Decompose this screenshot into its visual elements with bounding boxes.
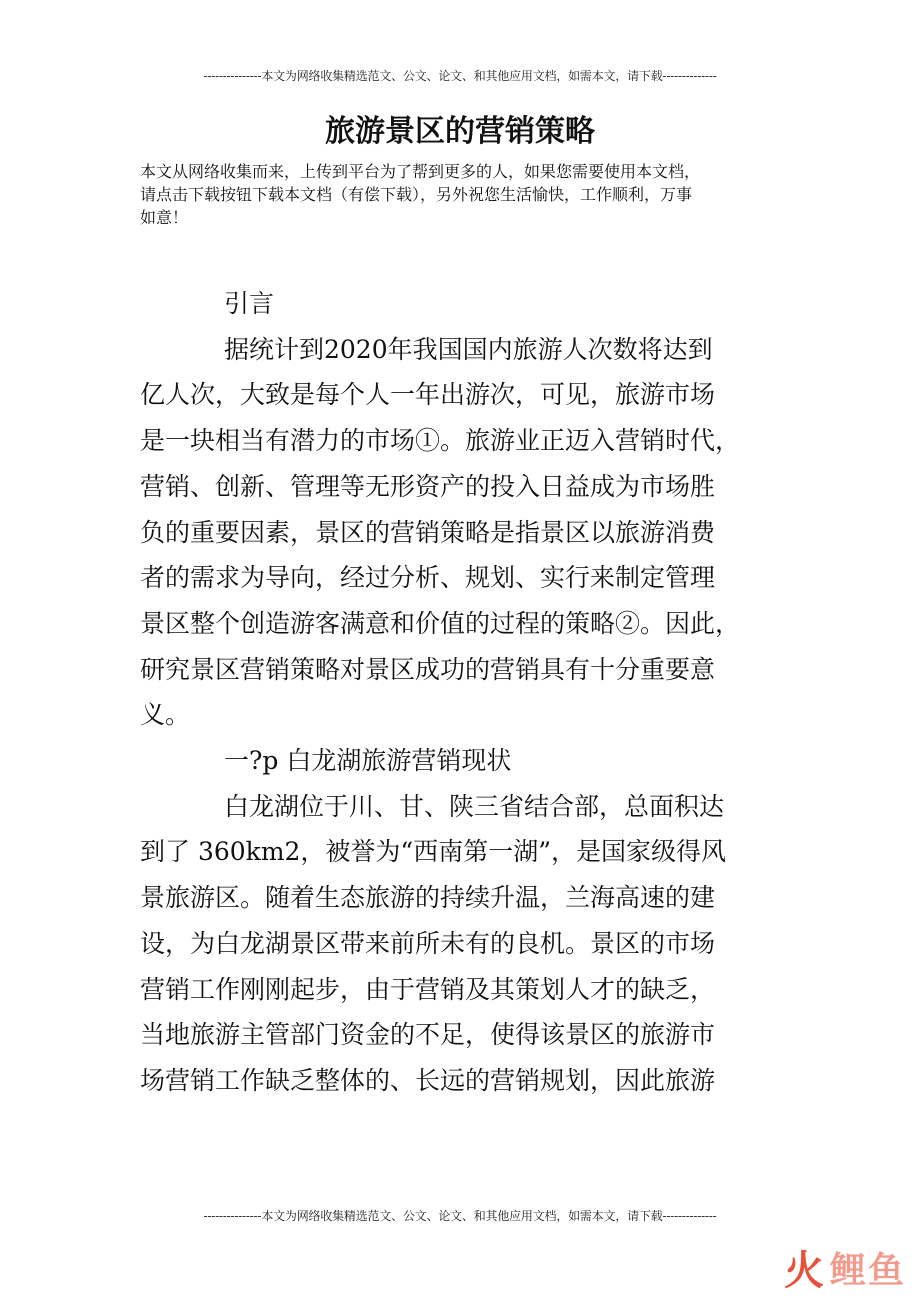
intro-note-line: 请点击下载按钮下载本文档（有偿下载），另外祝您生活愉快，工作顺利，万事 <box>140 185 693 204</box>
paragraph-line: 者的需求为导向，经过分析、规划、实行来制定管理 <box>140 563 716 593</box>
paragraph-line: 营销工作刚刚起步，由于营销及其策划人才的缺乏， <box>140 974 716 1004</box>
paragraph-line: 义。 <box>140 700 191 730</box>
paragraph-line: 设，为白龙湖景区带来前所未有的良机。景区的市场 <box>140 928 716 958</box>
paragraph-line: 营销、创新、管理等无形资产的投入日益成为市场胜 <box>140 471 716 501</box>
paragraph-line: 白龙湖位于川、甘、陕三省结合部，总面积达 <box>224 791 725 821</box>
intro-note-line: 如意！ <box>140 208 189 227</box>
paragraph-line: 当地旅游主管部门资金的不足，使得该景区的旅游市 <box>140 1020 716 1050</box>
header-note: ---------------本文为网络收集精选范文、公文、论文、和其他应用文档，如需本文，请下载-------------- <box>203 69 717 83</box>
document-title: 旅游景区的营销策略 <box>325 114 595 149</box>
intro-note-line: 本文从网络收集而来，上传到平台为了帮到更多的人，如果您需要使用本文档， <box>140 162 701 181</box>
intro-note <box>140 160 790 229</box>
paragraph-line: 研究景区营销策略对景区成功的营销具有十分重要意 <box>140 654 716 684</box>
paragraph-line: 亿人次，大致是每个人一年出游次，可见，旅游市场 <box>140 380 716 410</box>
footer-note: ---------------本文为网络收集精选范文、公文、论文、和其他应用文档，如需本文，请下载-------------- <box>203 1209 717 1223</box>
paragraph-line: 负的重要因素，景区的营销策略是指景区以旅游消费 <box>140 517 716 547</box>
paragraph-line: 是一块相当有潜力的市场①。旅游业正迈入营销时代， <box>140 426 741 456</box>
paragraph-line: 场营销工作缺乏整体的、长远的营销规划，因此旅游 <box>140 1065 716 1095</box>
section-heading-1: 一?p 白龙湖旅游营销现状 <box>224 746 512 776</box>
watermark-logo <box>784 1239 906 1296</box>
paragraph-line: 据统计到2020年我国国内旅游人次数将达到 <box>224 334 713 364</box>
paragraph-line: 景旅游区。随着生态旅游的持续升温，兰海高速的建 <box>140 883 716 913</box>
paragraph-line: 景区整个创造游客满意和价值的过程的策略②。因此， <box>140 608 741 638</box>
paragraph-line: 到了 360km2，被誉为“西南第一湖”，是国家级得风 <box>140 837 726 867</box>
document-body <box>140 281 800 1104</box>
fire-icon: 火 <box>783 1248 824 1294</box>
section-heading-intro: 引言 <box>224 289 275 318</box>
watermark-text: 鲤鱼 <box>829 1250 906 1291</box>
